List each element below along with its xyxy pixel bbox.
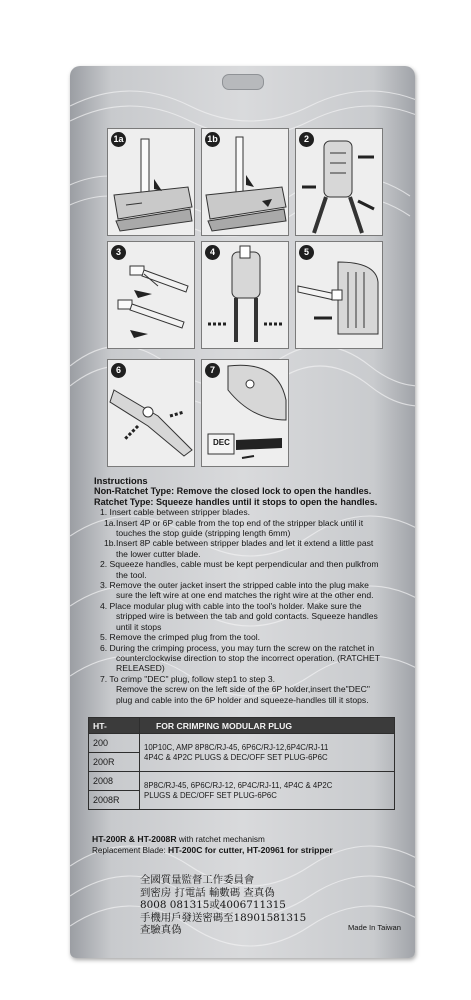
instruction-line: 2. Squeeze handles, cable must be kept perpendicular and then pulkfrom bbox=[100, 559, 379, 570]
model-cell: 2008R bbox=[89, 791, 140, 810]
step-number-badge: 4 bbox=[205, 245, 220, 260]
made-in-label: Made In Taiwan bbox=[347, 923, 401, 932]
table-row bbox=[89, 734, 395, 753]
instruction-line: stripped wire is between the tab and gold contacts. Squeeze handles bbox=[116, 611, 378, 622]
step-number-badge: 1b bbox=[205, 132, 220, 147]
model-cell: 200 bbox=[89, 734, 140, 753]
instructions-title: Instructions bbox=[94, 475, 148, 486]
instruction-line: 1. Insert cable between stripper blades. bbox=[100, 507, 251, 518]
table-row bbox=[89, 772, 395, 791]
ratchet-models: HT-200R & HT-2008R bbox=[92, 834, 177, 844]
instruction-line: 1a.Insert 4P or 6P cable from the top end of the stripper black until it bbox=[104, 517, 364, 528]
step-number-badge: 7 bbox=[205, 363, 220, 378]
instruction-line: 4. Place modular plug with cable into the tool's holder. Make sure the bbox=[100, 600, 362, 611]
label-line: 查驗真偽 bbox=[140, 924, 182, 937]
instruction-line: 6. During the crimping process, you may turn the screw on the ratchet in bbox=[100, 642, 375, 653]
model-cell: 200R bbox=[89, 753, 140, 772]
spec-table bbox=[88, 717, 395, 810]
instruction-line: 3. Remove the outer jacket insert the stripped cable into the plug make bbox=[100, 580, 369, 591]
instruction-line: touches the stop guide (stripping length 6mm) bbox=[116, 528, 291, 539]
instruction-line: sure the left wire at one end matches the right wire at the other end. bbox=[116, 590, 374, 601]
instruction-line: plug and cable into the 6P holder and squeeze-handles till it stops. bbox=[116, 694, 369, 705]
step-2-illustration bbox=[295, 128, 383, 236]
desc-line: 8P8C/RJ-45, 6P6C/RJ-12, 6P4C/RJ-11, 4P4C & 4P2C bbox=[144, 780, 333, 790]
desc-line: 4P4C & 4P2C PLUGS & DEC/OFF SET PLUG-6P6C bbox=[144, 752, 328, 762]
instruction-line: the lower cutter blade. bbox=[116, 548, 201, 559]
desc-cell bbox=[140, 772, 395, 810]
desc-cell bbox=[140, 734, 395, 772]
step-5-illustration bbox=[295, 241, 383, 349]
instruction-line: 7. To crimp "DEC" plug, follow step1 to step 3. bbox=[100, 673, 276, 684]
step-7-illustration bbox=[201, 359, 289, 467]
ratchet-note: Ratchet Type: Squeeze handles until it stops to open the handles. bbox=[94, 496, 378, 507]
step-1b-illustration bbox=[201, 128, 289, 236]
step-1a-illustration bbox=[107, 128, 195, 236]
instruction-line: counterclockwise direction to stop the incorrect operation. (RATCHET bbox=[116, 652, 380, 663]
instruction-steps bbox=[94, 507, 394, 705]
desc-line: 10P10C, AMP 8P8C/RJ-45, 6P6C/RJ-12,6P4C/RJ-11 bbox=[144, 742, 329, 752]
step-number-badge: 1a bbox=[111, 132, 126, 147]
step-number-badge: 2 bbox=[299, 132, 314, 147]
replacement-prefix: Replacement Blade: bbox=[92, 846, 169, 856]
label-line: 全國質量監督工作委員會 bbox=[140, 874, 255, 886]
instruction-line: Remove the screw on the left side of the 6P holder,insert the"DEC" bbox=[116, 684, 370, 695]
label-line: 到密房 打電話 輸數碼 查真偽 bbox=[140, 886, 275, 899]
header-desc: FOR CRIMPING MODULAR PLUG bbox=[140, 718, 395, 734]
step-number-badge: 5 bbox=[299, 245, 314, 260]
instruction-line: the tool. bbox=[116, 569, 147, 580]
step-number-badge: 3 bbox=[111, 245, 126, 260]
step-3-illustration bbox=[107, 241, 195, 349]
instruction-line: 5. Remove the crimped plug from the tool. bbox=[100, 632, 261, 643]
label-line: 手機用戶發送密碼至18901581315 bbox=[140, 911, 307, 924]
instruction-line: 1b.Insert 8P cable between stripper blades and let it extend a little past bbox=[104, 538, 374, 549]
ratchet-models-suffix: with ratchet mechanism bbox=[176, 835, 265, 844]
replacement-blades: HT-200C for cutter, HT-20961 for stripper bbox=[168, 845, 333, 856]
ratchet-and-blade-note bbox=[92, 834, 333, 856]
instruction-line: RELEASED) bbox=[116, 663, 165, 674]
label-line: 8008 081315或4006711315 bbox=[140, 899, 286, 912]
desc-line: PLUGS & DEC/OFF SET PLUG-6P6C bbox=[144, 790, 277, 800]
non-ratchet-note: Non-Ratchet Type: Remove the closed lock to open the handles. bbox=[94, 486, 372, 497]
step-6-illustration bbox=[107, 359, 195, 467]
instruction-line: until it stops bbox=[116, 621, 162, 632]
anti-counterfeit-label bbox=[140, 874, 306, 937]
header-model: HT- bbox=[89, 718, 140, 734]
packaging-card bbox=[70, 66, 415, 958]
step-4-illustration bbox=[201, 241, 289, 349]
step-number-badge: 6 bbox=[111, 363, 126, 378]
dec-plug-label: DEC bbox=[213, 438, 230, 447]
model-cell: 2008 bbox=[89, 772, 140, 791]
instructions-block bbox=[94, 476, 394, 705]
spec-table-header bbox=[89, 718, 395, 734]
